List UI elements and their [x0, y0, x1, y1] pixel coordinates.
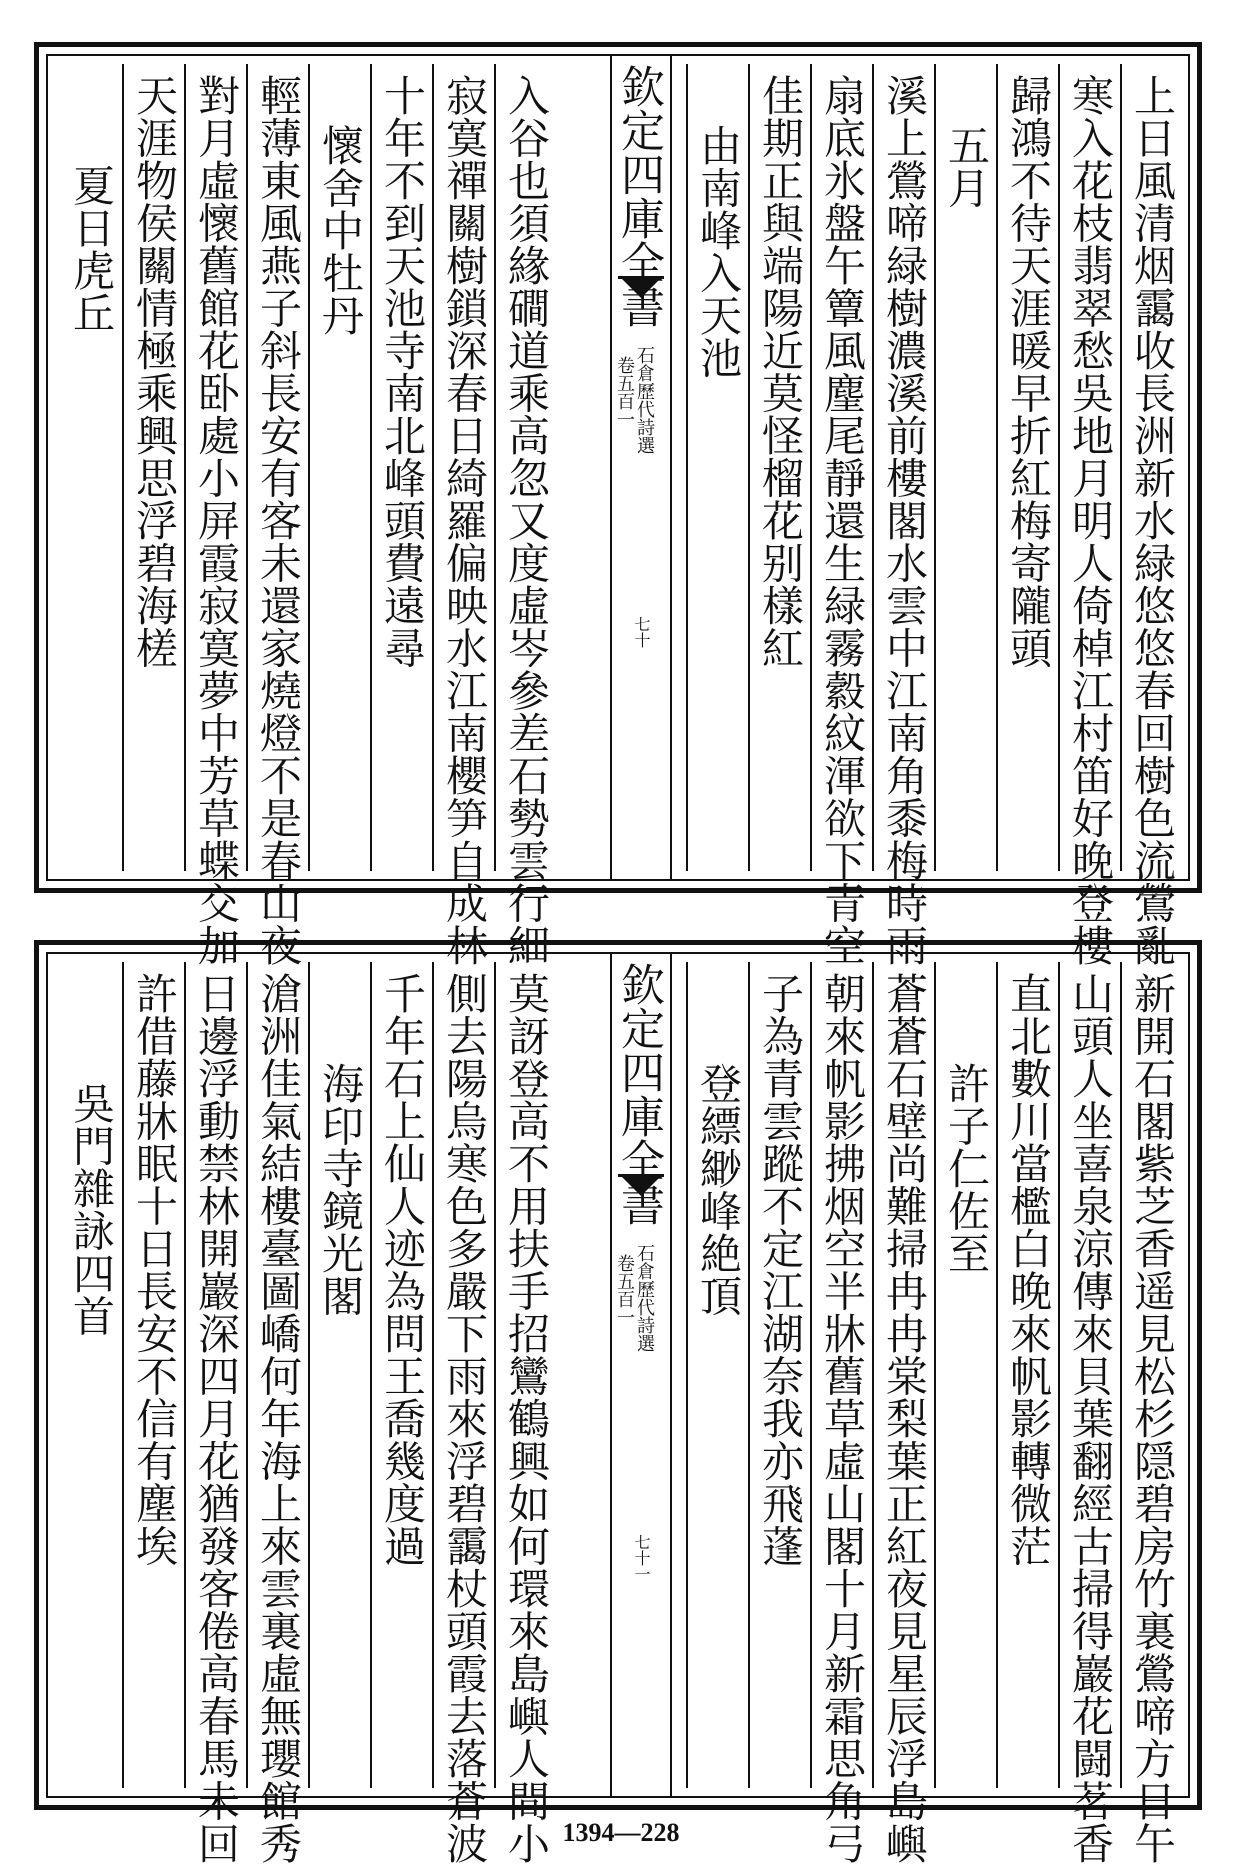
verse-line: 入谷也須緣磵道乘高忽又度虛岑參差石勢雲行細 — [502, 74, 551, 967]
top-right-col-4 — [934, 64, 996, 871]
bottom-left-col-1 — [494, 962, 556, 1865]
band-rule-left — [610, 56, 612, 879]
top-left-col-7 — [122, 64, 184, 871]
book-title: 石倉歷代詩選 — [634, 1244, 655, 1352]
poem-title: 登縹緲峰絶頂 — [694, 1062, 743, 1317]
verse-line: 天涯物侯關情極乘興思浮碧海槎 — [130, 74, 179, 669]
header-title: 欽定四庫全書 — [613, 962, 664, 1226]
poem-title: 五月 — [942, 124, 991, 209]
footer-page-code: 1394—228 — [562, 1818, 680, 1847]
poem-title: 吳門雜詠四首 — [67, 1082, 116, 1337]
verse-line: 朝來帆影拂烟空半牀舊草虛山閣十月新霜思角弓 — [818, 972, 867, 1865]
bottom-left-col-6 — [184, 962, 246, 1865]
page-number: 七十 — [632, 616, 651, 648]
top-center-band — [610, 56, 672, 879]
bottom-left-col-3 — [370, 962, 432, 1788]
bottom-left-col-5 — [246, 962, 308, 1865]
top-left-col-5 — [246, 64, 308, 967]
volume-number: 卷五百一 — [614, 356, 635, 428]
top-right-col-3 — [996, 64, 1058, 871]
top-right-col-7 — [748, 64, 810, 871]
page-number: 七十一 — [632, 1534, 651, 1582]
bottom-left-col-4 — [308, 962, 370, 1788]
verse-line: 新開石閣紫芝香遥見松杉隠碧房竹裏鶯啼方日午 — [1128, 972, 1177, 1865]
fish-tail-mark — [618, 276, 664, 303]
verse-line: 對月虛懷舊館花卧處小屏霞寂寞夢中芳草蝶交加 — [192, 74, 241, 967]
bottom-right-col-5 — [872, 962, 934, 1865]
bottom-right-col-3 — [996, 962, 1058, 1788]
verse-line: 子為青雲蹤不定江湖奈我亦飛蓬 — [756, 972, 805, 1567]
top-left-col-4 — [308, 64, 370, 871]
poem-title: 由南峰入天池 — [694, 124, 743, 379]
verse-line: 扇底氷盤午簟風麈尾靜還生緑霧縠紋渾欲下青空 — [818, 74, 867, 967]
verse-line: 山頭人坐喜泉涼傳來貝葉翻經古掃得巖花闘茗香 — [1066, 972, 1115, 1865]
bottom-right-col-4 — [934, 962, 996, 1788]
top-left-col-1 — [494, 64, 556, 967]
poem-title: 海印寺鏡光閣 — [316, 1062, 365, 1317]
fish-tail-mark — [618, 1174, 664, 1201]
verse-line: 日邊浮動禁林開巖深四月花猶發客倦高春馬未回 — [192, 972, 241, 1865]
top-left-col-8 — [60, 64, 122, 871]
band-rule-left — [610, 954, 612, 1796]
top-left-col-3 — [370, 64, 432, 871]
top-right-col-5 — [872, 64, 934, 967]
volume-number: 卷五百一 — [614, 1254, 635, 1326]
verse-line: 歸鴻不待天涯暖早折紅梅寄隴頭 — [1004, 74, 1053, 669]
top-right-col-1 — [1120, 64, 1182, 967]
bottom-right-col-1 — [1120, 962, 1182, 1865]
top-right-col-2 — [1058, 64, 1120, 967]
top-right-col-6 — [810, 64, 872, 967]
verse-line: 莫訝登高不用扶手招鸞鶴興如何環來島嶼人間小 — [502, 972, 551, 1865]
band-rule-right — [670, 954, 672, 1796]
verse-line: 十年不到天池寺南北峰頭費遠尋 — [378, 74, 427, 669]
band-rule-right — [670, 56, 672, 879]
verse-line: 寒入花枝翡翠愁吳地月明人倚棹江村笛好晚登樓 — [1066, 74, 1115, 967]
top-page-inner-frame — [46, 54, 1190, 967]
verse-line: 蒼蒼石壁尚難掃冉冉棠梨葉正紅夜見星辰浮島嶼 — [880, 972, 929, 1865]
bottom-left-col-2 — [432, 962, 494, 1865]
top-left-col-6 — [184, 64, 246, 967]
verse-line: 直北數川當檻白晚來帆影轉微茫 — [1004, 972, 1053, 1567]
bottom-left-col-8 — [60, 962, 122, 1788]
verse-line: 千年石上仙人迹為問王喬幾度過 — [378, 972, 427, 1567]
bottom-center-band — [610, 954, 672, 1796]
top-left-col-2 — [432, 64, 494, 967]
top-page — [34, 42, 1202, 967]
verse-line: 許借藤牀眠十日長安不信有塵埃 — [130, 972, 179, 1567]
verse-line: 寂寞禪關樹鎖深春日綺羅偏映水江南櫻笋自成林 — [440, 74, 489, 967]
poem-title: 懷舍中牡丹 — [316, 124, 365, 337]
bottom-right-col-7 — [748, 962, 810, 1788]
top-right-col-8 — [686, 64, 748, 871]
header-title: 欽定四庫全書 — [613, 64, 664, 328]
verse-line: 滄洲佳氣結樓臺圖嶠何年海上來雲裏虛無瓔館秀 — [254, 972, 303, 1865]
verse-line: 上日風清烟靄收長洲新水緑悠悠春回樹色流鶯亂 — [1128, 74, 1177, 967]
bottom-right-col-8 — [686, 962, 748, 1788]
verse-line: 輕薄東風燕子斜長安有客未還家燒燈不是春山夜 — [254, 74, 303, 967]
poem-title: 許子仁佐至 — [942, 1062, 991, 1275]
bottom-right-col-6 — [810, 962, 872, 1865]
verse-line: 佳期正與端陽近莫怪榴花别樣紅 — [756, 74, 805, 669]
bottom-left-col-7 — [122, 962, 184, 1788]
verse-line: 側去陽烏寒色多嚴下雨來浮碧靄杖頭霞去落蒼波 — [440, 972, 489, 1865]
verse-line: 溪上鶯啼緑樹濃溪前樓閣水雲中江南角黍梅時雨 — [880, 74, 929, 967]
poem-title: 夏日虎丘 — [67, 164, 116, 334]
book-title: 石倉歷代詩選 — [634, 346, 655, 454]
bottom-right-col-2 — [1058, 962, 1120, 1865]
